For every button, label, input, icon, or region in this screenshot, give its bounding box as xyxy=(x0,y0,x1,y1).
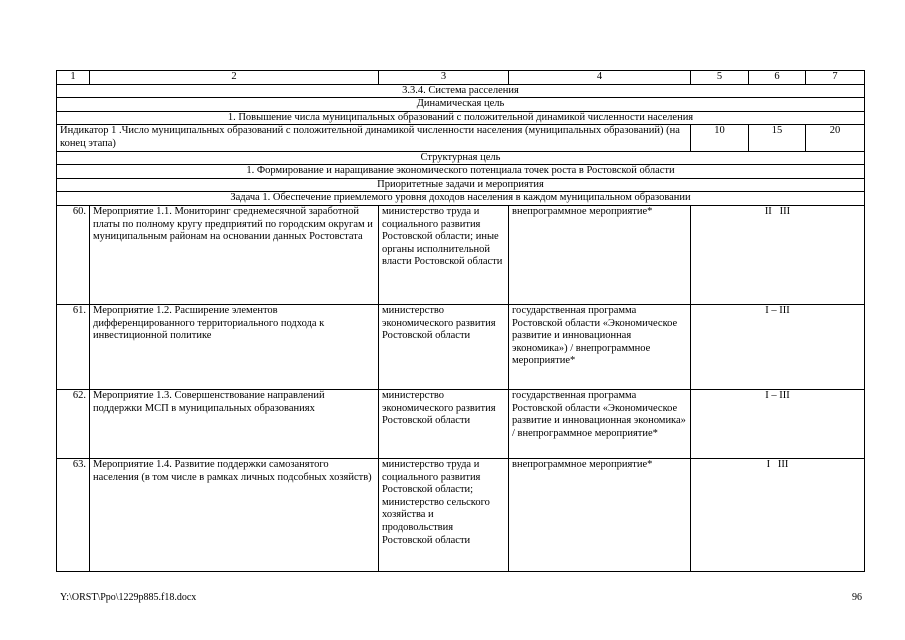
row-number: 60. xyxy=(57,205,90,304)
stages-cell: I – III xyxy=(691,304,865,389)
table-row xyxy=(57,389,865,458)
header-cell: 1 xyxy=(57,71,90,85)
executor-cell: министерство экономического развития Ростовской области xyxy=(379,389,509,458)
goal-text: 1. Повышение числа муниципальных образований с положительной динамикой численности населения xyxy=(57,111,865,125)
executor-cell: министерство экономического развития Ростовской области xyxy=(379,304,509,389)
structural-goal-heading: Структурная цель xyxy=(57,151,865,165)
indicator-value-stage3: 20 xyxy=(806,125,865,151)
row-number: 63. xyxy=(57,458,90,571)
header-cell: 6 xyxy=(749,71,806,85)
source-cell: внепрограммное мероприятие* xyxy=(509,458,691,571)
executor-cell: министерство труда и социального развития Ростовской области; министерство сельского хозяйства и продовольствия Ростовской области xyxy=(379,458,509,571)
indicator-value-stage2: 15 xyxy=(749,125,806,151)
header-cell: 2 xyxy=(90,71,379,85)
measure-cell: Мероприятие 1.1. Мониторинг среднемесячной заработной платы по полному кругу предприятий по городским округам и муниципальным районам на основании данных Ростовстата xyxy=(90,205,379,304)
indicator-value-stage1: 10 xyxy=(691,125,749,151)
priorities-heading: Приоритетные задачи и мероприятия xyxy=(57,178,865,192)
measure-cell: Мероприятие 1.3. Совершенствование направлений поддержки МСП в муниципальных образованиях xyxy=(90,389,379,458)
structural-goal-text: 1. Формирование и наращивание экономического потенциала точек роста в Ростовской области xyxy=(57,165,865,179)
indicator-row xyxy=(57,125,865,151)
table-row xyxy=(57,304,865,389)
section-title: 3.3.4. Система расселения xyxy=(57,84,865,98)
dynamic-goal-heading: Динамическая цель xyxy=(57,98,865,112)
source-cell: государственная программа Ростовской области «Экономическое развитие и инновационная экономика» / внепрограммное мероприятие* xyxy=(509,389,691,458)
header-cell: 4 xyxy=(509,71,691,85)
page-number: 96 xyxy=(852,592,862,603)
source-cell: государственная программа Ростовской области «Экономическое развитие и инновационная экономика») / внепрограммное мероприятие* xyxy=(509,304,691,389)
task-heading: Задача 1. Обеспечение приемлемого уровня доходов населения в каждом муниципальном образовании xyxy=(57,192,865,206)
indicator-text: Индикатор 1 .Число муниципальных образований с положительной динамикой численности населения (муниципальных образований) (на конец этапа) xyxy=(57,125,691,151)
table-row xyxy=(57,458,865,571)
header-cell: 3 xyxy=(379,71,509,85)
source-cell: внепрограммное мероприятие* xyxy=(509,205,691,304)
program-table xyxy=(56,70,865,572)
measure-cell: Мероприятие 1.2. Расширение элементов дифференцированного территориального подхода к инвестиционной политике xyxy=(90,304,379,389)
measure-cell: Мероприятие 1.4. Развитие поддержки самозанятого населения (в том числе в рамках личных подсобных хозяйств) xyxy=(90,458,379,571)
header-row xyxy=(57,71,865,85)
row-number: 62. xyxy=(57,389,90,458)
table-row xyxy=(57,205,865,304)
row-number: 61. xyxy=(57,304,90,389)
header-cell: 5 xyxy=(691,71,749,85)
stages-cell: I – III xyxy=(691,389,865,458)
header-cell: 7 xyxy=(806,71,865,85)
stages-cell: II III xyxy=(691,205,865,304)
file-path-footer: Y:\ORST\Ppo\1229p885.f18.docx xyxy=(60,592,197,603)
stages-cell: I III xyxy=(691,458,865,571)
executor-cell: министерство труда и социального развития Ростовской области; иные органы исполнительной власти Ростовской области xyxy=(379,205,509,304)
